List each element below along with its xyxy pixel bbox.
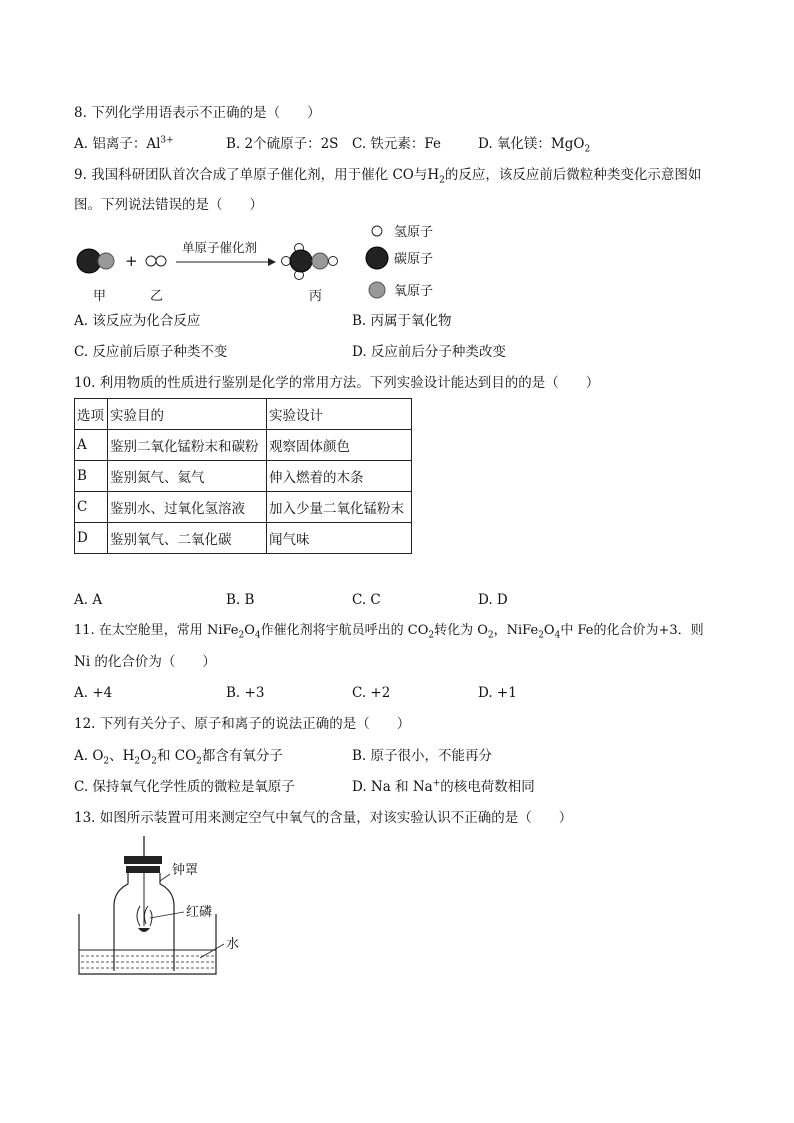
table-cell: D [75, 523, 108, 554]
q9-option-a: A. 该反应为化合反应 [74, 313, 201, 329]
q11-option-d: D. +1 [478, 685, 517, 701]
q12-option-d: D. Na 和 Na+的核电荷数相同 [352, 778, 535, 795]
q9-option-b: B. 丙属于氧化物 [352, 313, 452, 329]
oxygen-atom [98, 253, 114, 269]
q11-option-c: C. +2 [352, 685, 391, 701]
hydrogen-atom [282, 257, 291, 266]
q12-option-b: B. 原子很小，不能再分 [352, 748, 493, 764]
q8-option-b: B. 2个硫原子：2S [226, 136, 339, 152]
table-cell: 伸入燃着的木条 [267, 461, 412, 492]
table-cell: 鉴别氧气、二氧化碳 [108, 523, 267, 554]
legend-oxygen-icon [369, 282, 385, 298]
legend-oxygen-label: 氧原子 [394, 284, 434, 299]
table-row [75, 492, 412, 523]
catalyst-label: 单原子催化剂 [182, 240, 258, 255]
table-row [75, 461, 412, 492]
q12-stem: 12. 下列有关分子、原子和离子的说法正确的是（ ） [74, 716, 411, 732]
label-red-phosphorus: 红磷 [186, 905, 213, 920]
stopper [126, 866, 160, 873]
label-bell-jar: 钟罩 [172, 863, 199, 878]
q10-option-b: B. B [226, 592, 255, 608]
legend-hydrogen-icon [372, 226, 382, 236]
legend-carbon-label: 碳原子 [394, 252, 434, 267]
q10-option-c: C. C [352, 592, 381, 608]
q8-option-d: D. 氧化镁：MgO$_2$ [478, 136, 591, 155]
q13-apparatus-diagram [74, 836, 264, 981]
q9-option-d: D. 反应前后分子种类改变 [352, 344, 506, 360]
table-cell: 鉴别二氧化锰粉末和碳粉 [108, 430, 267, 461]
table-cell: C [75, 492, 108, 523]
q12-option-a: A. $O_2$、$H_2O_2$和 $CO_2$都含有氧分子 [74, 748, 283, 767]
q11-stem-line1: 11. 在太空舱里，常用 $NiFe_2O_4$作催化剂将宇航员呼出的 $CO_2$转化为 $O_2$，$NiFe_2O_4$中 Fe的化合价为+3．则 [74, 623, 704, 641]
table-header-cell: 选项 [75, 399, 108, 430]
combustion-spoon [138, 928, 150, 932]
table-cell: A [75, 430, 108, 461]
table-row [75, 523, 412, 554]
label-bing: 丙 [309, 289, 323, 304]
table-cell: B [75, 461, 108, 492]
q11-option-a: A. +4 [74, 685, 113, 701]
q8-option-a: A. 铝离子：$Al^{3+}$ [74, 135, 174, 152]
legend-carbon-icon [366, 247, 388, 269]
q9-reaction-diagram [70, 222, 450, 312]
table-cell: 观察固体颜色 [267, 430, 412, 461]
q11-stem-line2: Ni 的化合价为（ ） [74, 654, 216, 670]
plus-sign: + [125, 252, 138, 270]
q11-option-b: B. +3 [226, 685, 265, 701]
table-header-cell: 实验设计 [267, 399, 412, 430]
hydrogen-atom [146, 256, 156, 266]
label-water: 水 [226, 937, 240, 952]
stopper [124, 856, 162, 864]
legend-hydrogen-label: 氢原子 [394, 225, 434, 240]
table-header-row [75, 399, 412, 430]
oxygen-atom [312, 253, 328, 269]
q8-option-c: C. 铁元素：Fe [352, 136, 442, 152]
q8-stem: 8. 下列化学用语表示不正确的是（ ） [74, 105, 321, 121]
q10-option-a: A. A [74, 592, 103, 608]
table-row [75, 430, 412, 461]
label-jia: 甲 [93, 289, 107, 304]
table-header-cell: 实验目的 [108, 399, 267, 430]
q9-stem-line1: 9. 我国科研团队首次合成了单原子催化剂，用于催化 CO与$H_2$的反应，该反应前后微粒种类变化示意图如 [74, 167, 702, 186]
q9-stem-line2: 图。下列说法错误的是（ ） [74, 197, 263, 213]
table-cell: 加入少量二氧化锰粉末 [267, 492, 412, 523]
q10-stem: 10. 利用物质的性质进行鉴别是化学的常用方法。下列实验设计能达到目的的是（ ） [74, 375, 600, 391]
arrow-head [268, 258, 276, 266]
leader-line [160, 874, 170, 881]
water-trough [79, 914, 216, 974]
q12-option-c: C. 保持氧气化学性质的微粒是氧原子 [74, 779, 295, 795]
q10-experiment-table [74, 398, 412, 554]
carbon-atom [77, 249, 101, 273]
label-yi: 乙 [150, 289, 164, 304]
hydrogen-atom [156, 256, 166, 266]
carbon-atom [290, 250, 312, 272]
q9-option-c: C. 反应前后原子种类不变 [74, 344, 228, 360]
leader-line [150, 912, 184, 918]
hydrogen-atom [329, 257, 338, 266]
table-cell: 闻气味 [267, 523, 412, 554]
table-cell: 鉴别水、过氧化氢溶液 [108, 492, 267, 523]
table-cell: 鉴别氮气、氦气 [108, 461, 267, 492]
q13-stem: 13. 如图所示装置可用来测定空气中氧气的含量，对该实验认识不正确的是（ ） [74, 810, 573, 826]
q10-option-d: D. D [478, 592, 508, 608]
